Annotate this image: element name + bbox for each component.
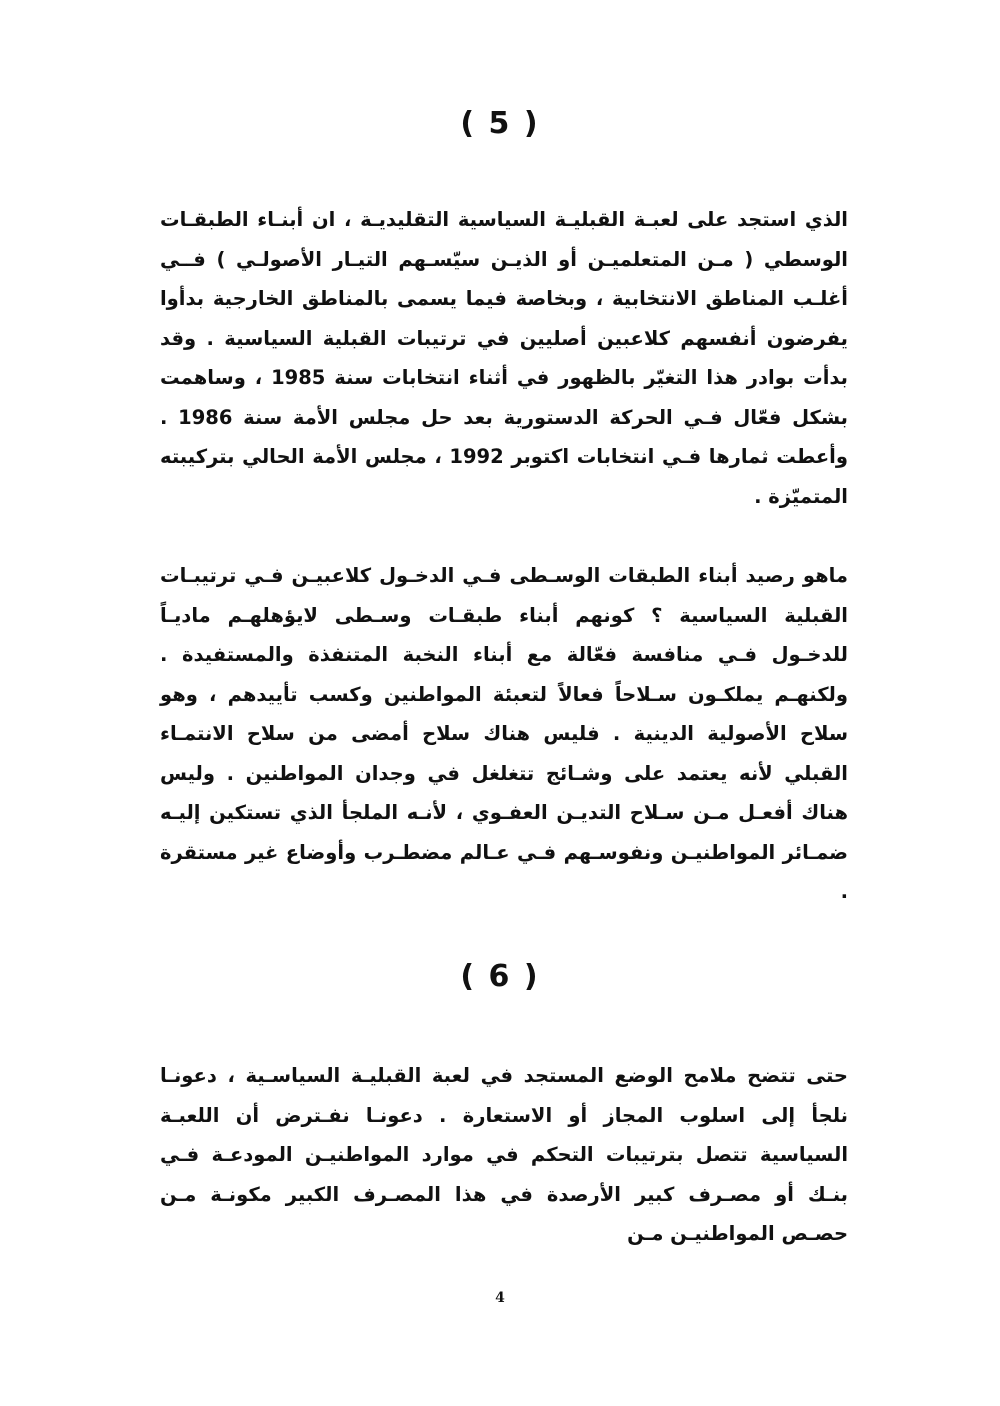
- page-number: 4: [495, 1290, 505, 1306]
- section-number-5: ( 5 ): [460, 106, 540, 141]
- section-number-6: ( 6 ): [460, 959, 540, 994]
- section-5-paragraph-1: الذي استجد على لعبـة القبليـة السياسية التقليديـة ، ان أبنـاء الطبقـات الوسطي ( مـن المتعلميـن أو الذيـن سيّسـهم التيـار الأصولـي ) فــي أغلـب المناطق الانتخابية ، وبخاصة فيما يسمى بالمناطق الخارجية بدأوا يفرضون أنفسهم كلاعبين أصليين في ترتيبات القبلية السياسية . وقد بدأت بوادر هذا التغيّر بالظهور في أثناء انتخابات سنة 1985 ، وساهمت بشكل فعّال فـي الحركة الدستورية بعد حل مجلس الأمة سنة 1986 . وأعطت ثمارها فـي انتخابات اكتوبر 1992 ، مجلس الأمة الحالي بتركيبته المتميّزة .: [160, 208, 849, 508]
- section-5-paragraph-2: ماهو رصيد أبناء الطبقات الوسـطى فـي الدخـول كلاعبيـن فـي ترتيبـات القبلية السياسية ؟ كونهم أبناء طبقـات وسـطى لايؤهلهـم ماديـاً للدخـول فـي منافسة فعّالة مع أبناء النخبة المتنفذة والمستفيدة . ولكنهـم يملكـون سـلاحاً فعالاً لتعبئة المواطنين وكسب تأييدهم ، وهو سلاح الأصولية الدينية . فليس هناك سلاح أمضى من سلاح الانتمـاء القبلي لأنه يعتمد على وشـائج تتغلغل في وجدان المواطنين . وليس هناك أفعـل مـن سـلاح التديـن العفـوي ، لأنـه الملجأ الذي تستكين إليـه ضمـائر المواطنيـن ونفوسـهم فـي عـالم مضطـرب وأوضاع غير مستقرة .: [160, 564, 848, 903]
- section-6-paragraph-1: حتى تتضح ملامح الوضع المستجد في لعبة القبليـة السياسـية ، دعونـا نلجأ إلى اسلوب المجاز أو الاستعارة . دعونـا نفـترض أن اللعبـة السياسية تتصل بترتيبات التحكم في موارد المواطنيـن المودعـة فـي بنـك أو مصـرف كبير الأرصدة في هذا المصـرف الكبير مكونـة مـن حصـص المواطنيـن مـن: [160, 1064, 848, 1245]
